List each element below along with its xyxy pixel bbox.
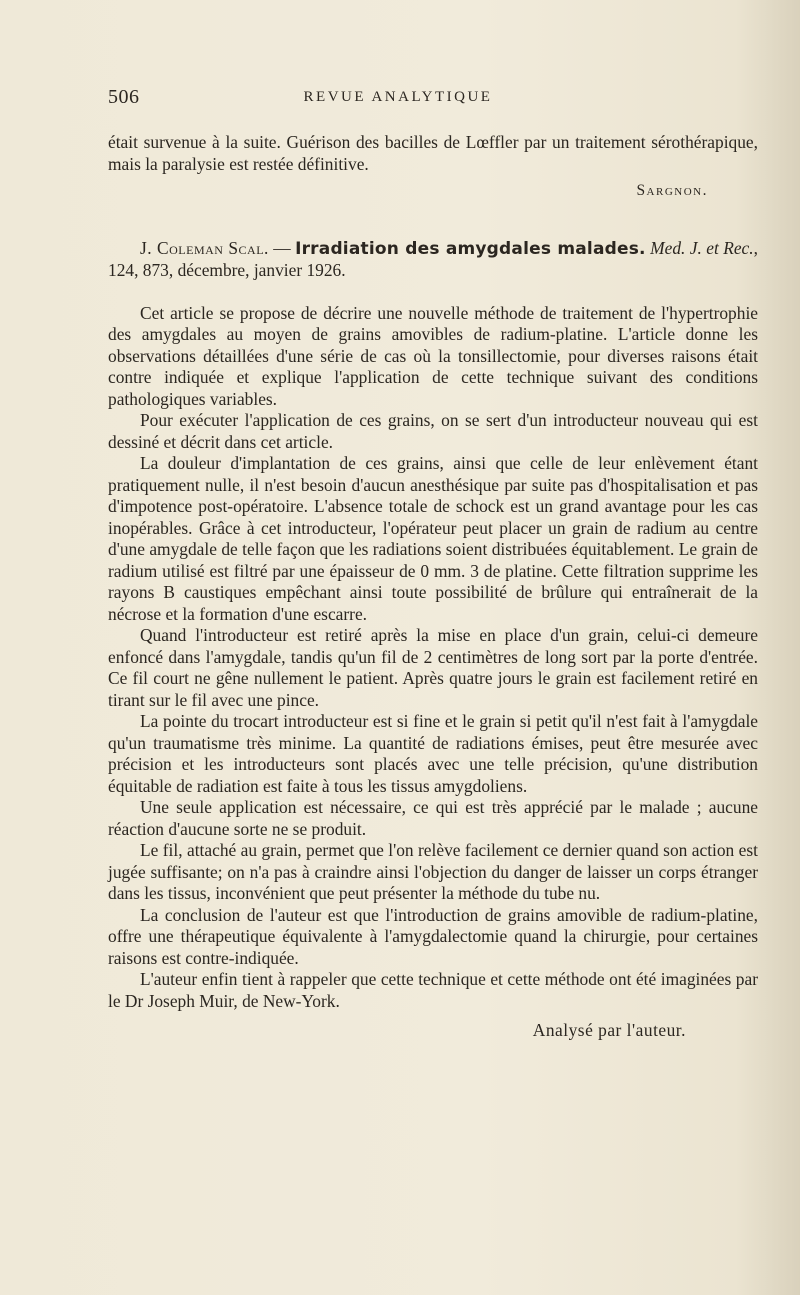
body-paragraph: Cet article se propose de décrire une nouvelle méthode de traitement de l'hypertrophie des amygdales au moyen de grains amovibles de radium-platine. L'article donne les observations détaillées d'une série de cas où la tonsillectomie, pour diverses raisons était contre indiquée et explique l'application de cette technique suivant des conditions pathologiques variables. [108,302,758,409]
body-paragraph: Le fil, attaché au grain, permet que l'on relève facilement ce dernier quand son action est jugée suffisante; on n'a pas à craindre ainsi l'objection du danger de laisser un corps étranger dans les tissus, inconvénient que peut présenter la méthode du tube nu. [108,840,758,903]
page-header [108,86,768,112]
author-signature: Analysé par l'auteur. [532,1020,686,1040]
article-title: Irradiation des amygdales malades. [295,238,646,259]
body-paragraph: La pointe du trocart introducteur est si fine et le grain si petit qu'il n'est fait à l'amygdale qu'un traumatisme très minime. La quantité de radiations émises, peut être mesurée avec précision et les introducteurs sont placés avec une telle précision, qu'une distribution équitable de radiation est faite à tous les tissus amygdoliens. [108,711,758,796]
body-paragraph: Une seule application est nécessaire, ce qui est très apprécié par le malade ; aucune réaction d'aucune sorte ne se produit. [108,797,758,839]
body-paragraph: La conclusion de l'auteur est que l'introduction de grains amovible de radium-platine, offre une thérapeutique équivalente à l'amygdalectomie quand la chirurgie, pour certaines raisons est contre-indiquée. [108,904,758,968]
journal-name: Med. J. et Rec. [650,237,754,258]
continuation-paragraph: était survenue à la suite. Guérison des bacilles de Lœffler par un traitement sérothérapique, mais la paralysie est restée définitive. [108,132,758,174]
body-paragraph: L'auteur enfin tient à rappeler que cette technique et cette méthode ont été imaginées par le Dr Joseph Muir, de New-York. [108,969,758,1011]
citation-dash: — [268,237,296,258]
article-citation [108,238,758,282]
body-paragraph: Quand l'introducteur est retiré après la mise en place d'un grain, celui-ci demeure enfoncé dans l'amygdale, tandis qu'un fil de 2 centimètres de long sort par la porte d'entrée. Ce fil court ne gêne nullement le patient. Après quatre jours le grain est facilement retiré en tirant sur le fil avec une pince. [108,625,758,710]
body-paragraph: La douleur d'implantation de ces grains, ainsi que celle de leur enlèvement étant pratiquement nulle, il n'est besoin d'aucun anesthésique par suite pas d'hospitalisation et pas d'impotence post-opératoire. L'absence totale de schock est un grand avantage pour les cas inopérables. Grâce à cet introducteur, l'opérateur peut placer un grain de radium au centre d'une amygdale de telle façon que les radiations soient distribuées équitablement. Le grain de radium utilisé est filtré par une épaisseur de 0 mm. 3 de platine. Cette filtration supprime les rayons B caustiques empêchant ainsi toute possibilité de brûlure qui entraînerait de la nécrose et la formation d'une escarre. [108,453,758,624]
page-number: 506 [108,86,140,108]
page-body [108,132,758,1042]
running-head: REVUE ANALYTIQUE [303,89,493,105]
body-paragraph: Pour exécuter l'application de ces grains, on se sert d'un introducteur nouveau qui est dessiné et décrit dans cet article. [108,410,758,452]
article-author: J. Coleman Scal. [140,237,269,258]
journal-reference: , 124, 873, décembre, janvier 1926. [108,237,758,280]
reviewer-signature: Sargnon. [636,182,708,199]
